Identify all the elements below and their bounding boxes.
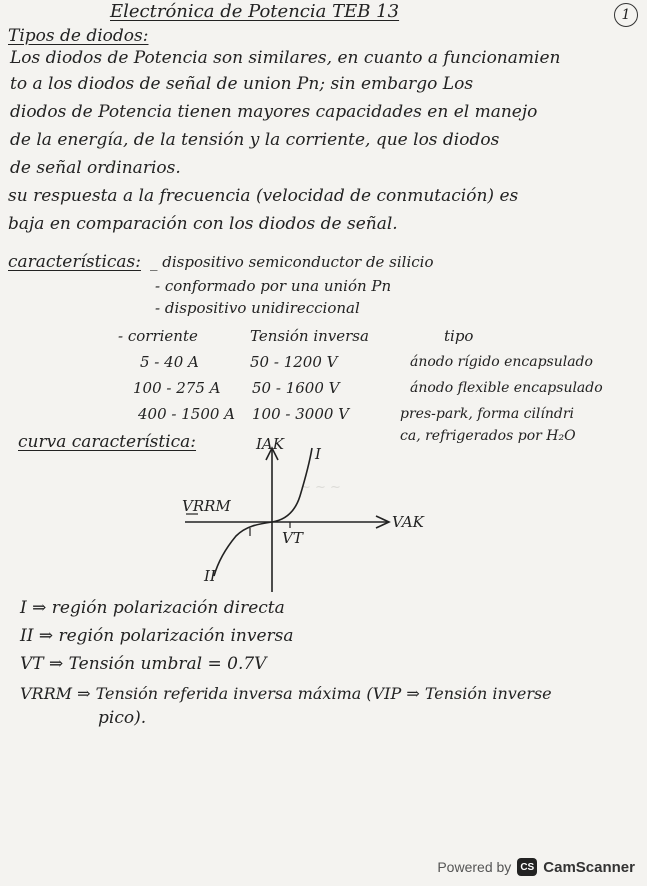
legend-vrrm: VRRM ⇒ Tensión referida inversa máxima (VIP ⇒ Tensión inverse: [20, 684, 552, 703]
region-1-label: I: [315, 445, 321, 463]
table-row-1-corriente: 5 - 40 A: [140, 353, 199, 371]
tipos-line-5: de señal ordinarios.: [10, 158, 181, 178]
camscanner-brand: CamScanner: [543, 858, 635, 876]
heading-caracteristicas: características:: [8, 252, 141, 272]
camscanner-watermark: [437, 856, 635, 878]
page-title: Electrónica de Potencia TEB 13: [110, 1, 400, 22]
caracteristica-item-2: - conformado por una unión Pn: [155, 277, 392, 295]
page-number-badge: 1: [614, 3, 638, 27]
vt-label: VT: [282, 529, 303, 547]
table-row-2-tipo: ánodo flexible encapsulado: [410, 380, 603, 396]
legend-vrrm-continuation: pico).: [98, 708, 147, 728]
region-2-label: II: [204, 567, 216, 585]
table-row-1-tension: 50 - 1200 V: [250, 353, 338, 371]
y-axis-label: IAK: [256, 435, 284, 453]
table-row-1-tipo: ánodo rígido encapsulado: [410, 354, 593, 370]
tipos-line-6: su respuesta a la frecuencia (velocidad de conmutación) es: [8, 186, 519, 206]
camscanner-logo-icon: CS: [517, 858, 537, 876]
x-axis-label: VAK: [392, 513, 424, 531]
caracteristica-item-3: - dispositivo unidireccional: [155, 299, 360, 317]
tipos-line-1: Los diodos de Potencia son similares, en cuanto a funcionamien: [10, 48, 561, 68]
bleed-through-mark: ~ ~ ~: [300, 480, 341, 495]
reverse-curve: [214, 522, 272, 576]
heading-tipos: Tipos de diodos:: [8, 26, 149, 46]
tipos-line-3: diodos de Potencia tienen mayores capacidades en el manejo: [10, 102, 538, 122]
tipos-line-7: baja en comparación con los diodos de señal.: [8, 214, 398, 234]
caracteristica-item-1: _ dispositivo semiconductor de silicio: [150, 253, 434, 271]
tipos-line-4: de la energía, de la tensión y la corriente, que los diodos: [10, 130, 500, 150]
vrrm-label: VRRM: [182, 497, 231, 515]
table-row-3-tension: 100 - 3000 V: [252, 405, 350, 423]
table-row-3-tipo-continuation: ca, refrigerados por H₂O: [400, 428, 576, 444]
table-header-corriente: - corriente: [118, 327, 198, 345]
legend-vt: VT ⇒ Tensión umbral = 0.7V: [20, 654, 267, 674]
table-header-tipo: tipo: [444, 327, 474, 345]
table-row-2-tension: 50 - 1600 V: [252, 379, 340, 397]
table-row-3-corriente: 400 - 1500 A: [138, 405, 236, 423]
table-row-2-corriente: 100 - 275 A: [133, 379, 221, 397]
table-header-tension: Tensión inversa: [250, 327, 369, 345]
heading-curva: curva característica:: [18, 432, 197, 452]
legend-region-1: I ⇒ región polarización directa: [20, 598, 285, 618]
table-row-3-tipo: pres-park, forma cilíndri: [400, 406, 575, 422]
tipos-line-2: to a los diodos de señal de union Pn; sin embargo Los: [10, 74, 474, 94]
legend-region-2: II ⇒ región polarización inversa: [20, 626, 294, 646]
powered-by-text: Powered by: [437, 859, 512, 875]
